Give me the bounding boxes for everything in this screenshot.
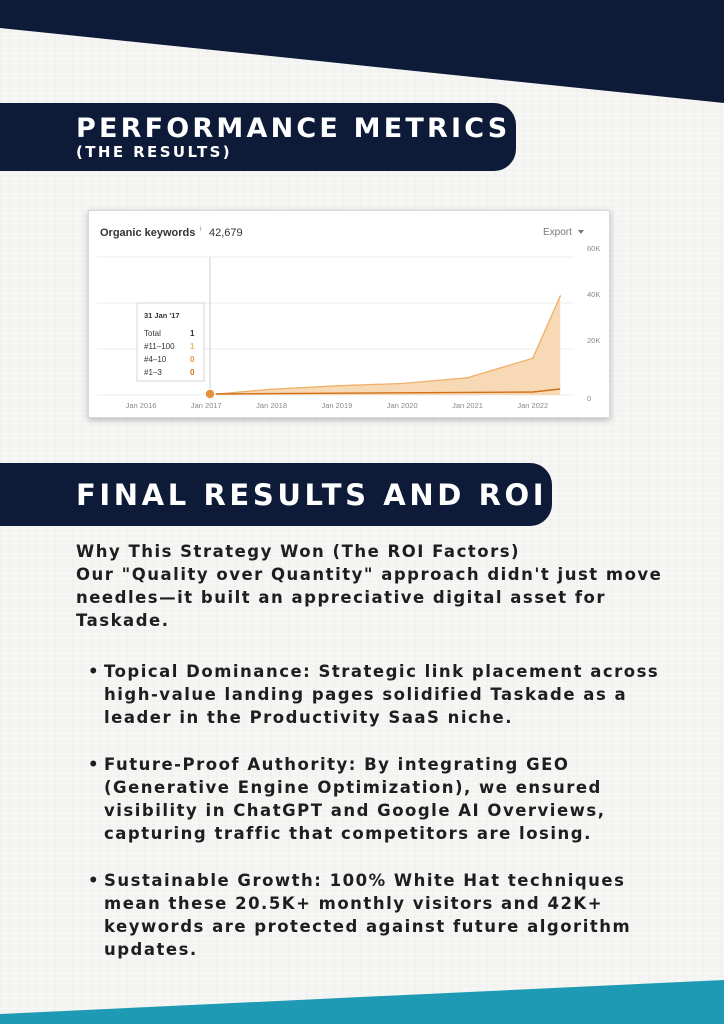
tooltip-row-label: #11–100	[144, 342, 175, 351]
bullet-icon: •	[88, 755, 101, 774]
tooltip-row-label: #4–10	[144, 355, 167, 364]
tooltip-row-value: 1	[190, 329, 195, 338]
bullet-icon: •	[88, 871, 101, 890]
list-item-text: Future-Proof Authority: By integrating GEO (Generative Engine Optimization), we ensured visibility in ChatGPT and Google AI Overviews, capturing traffic that competitors are losing.	[104, 755, 606, 843]
tooltip-date: 31 Jan '17	[144, 311, 180, 320]
info-icon: i	[200, 226, 202, 233]
data-point	[559, 295, 561, 297]
tooltip-row-value: 0	[190, 368, 195, 377]
list-item-text: Sustainable Growth: 100% White Hat techniques mean these 20.5K+ monthly visitors and 42K+ keywords are protected against future algorithm updates.	[104, 871, 632, 959]
final-results-banner	[0, 463, 552, 526]
tooltip-row-value: 0	[190, 355, 195, 364]
section-title: PERFORMANCE METRICS	[76, 113, 511, 144]
chart-header-value: 42,679	[209, 227, 243, 239]
performance-metrics-banner	[0, 103, 516, 171]
tooltip-row-label: #1–3	[144, 368, 162, 377]
x-tick-label: Jan 2020	[386, 401, 418, 410]
y-tick-label: 0	[587, 394, 592, 403]
x-tick-label: Jan 2022	[517, 401, 549, 410]
x-tick-label: Jan 2018	[256, 401, 288, 410]
list-item-text: Topical Dominance: Strategic link placement across high-value landing pages solidified Taskade as a leader in the Productivity SaaS niche.	[104, 662, 660, 727]
bullet-icon: •	[88, 662, 101, 681]
x-tick-label: Jan 2016	[125, 401, 157, 410]
chevron-down-icon[interactable]	[578, 230, 584, 234]
data-point	[401, 383, 403, 385]
list-item	[76, 869, 676, 961]
list-item	[76, 660, 676, 729]
hover-point[interactable]	[205, 389, 215, 399]
y-tick-label: 20K	[587, 336, 601, 345]
y-tick-label: 40K	[587, 290, 601, 299]
x-tick-label: Jan 2017	[190, 401, 222, 410]
chart-tooltip	[137, 303, 204, 381]
y-tick-label: 60K	[587, 244, 601, 253]
x-tick-label: Jan 2019	[321, 401, 353, 410]
chart-canvas	[89, 211, 609, 417]
data-point	[271, 388, 273, 390]
x-tick-label: Jan 2021	[452, 401, 483, 410]
tooltip-row-value: 1	[190, 342, 195, 351]
data-point	[532, 357, 534, 359]
roi-factors-list	[76, 660, 676, 961]
organic-keywords-chart	[88, 210, 610, 418]
section-subtitle: (THE RESULTS)	[76, 143, 233, 161]
export-button[interactable]: Export	[543, 227, 572, 238]
intro-heading: Why This Strategy Won (The ROI Factors)	[76, 542, 521, 561]
section-title: FINAL RESULTS AND ROI	[76, 478, 548, 512]
top-navy-band	[0, 0, 724, 110]
chart-header-label: Organic keywords	[100, 227, 196, 239]
tooltip-row-label: Total	[144, 329, 161, 338]
roi-content	[76, 540, 676, 985]
data-point	[467, 377, 469, 379]
list-item	[76, 753, 676, 845]
data-point	[336, 385, 338, 387]
series-area	[206, 296, 560, 395]
intro-body: Our "Quality over Quantity" approach didn't just move needles—it built an appreciative digital asset for Taskade.	[76, 565, 663, 630]
